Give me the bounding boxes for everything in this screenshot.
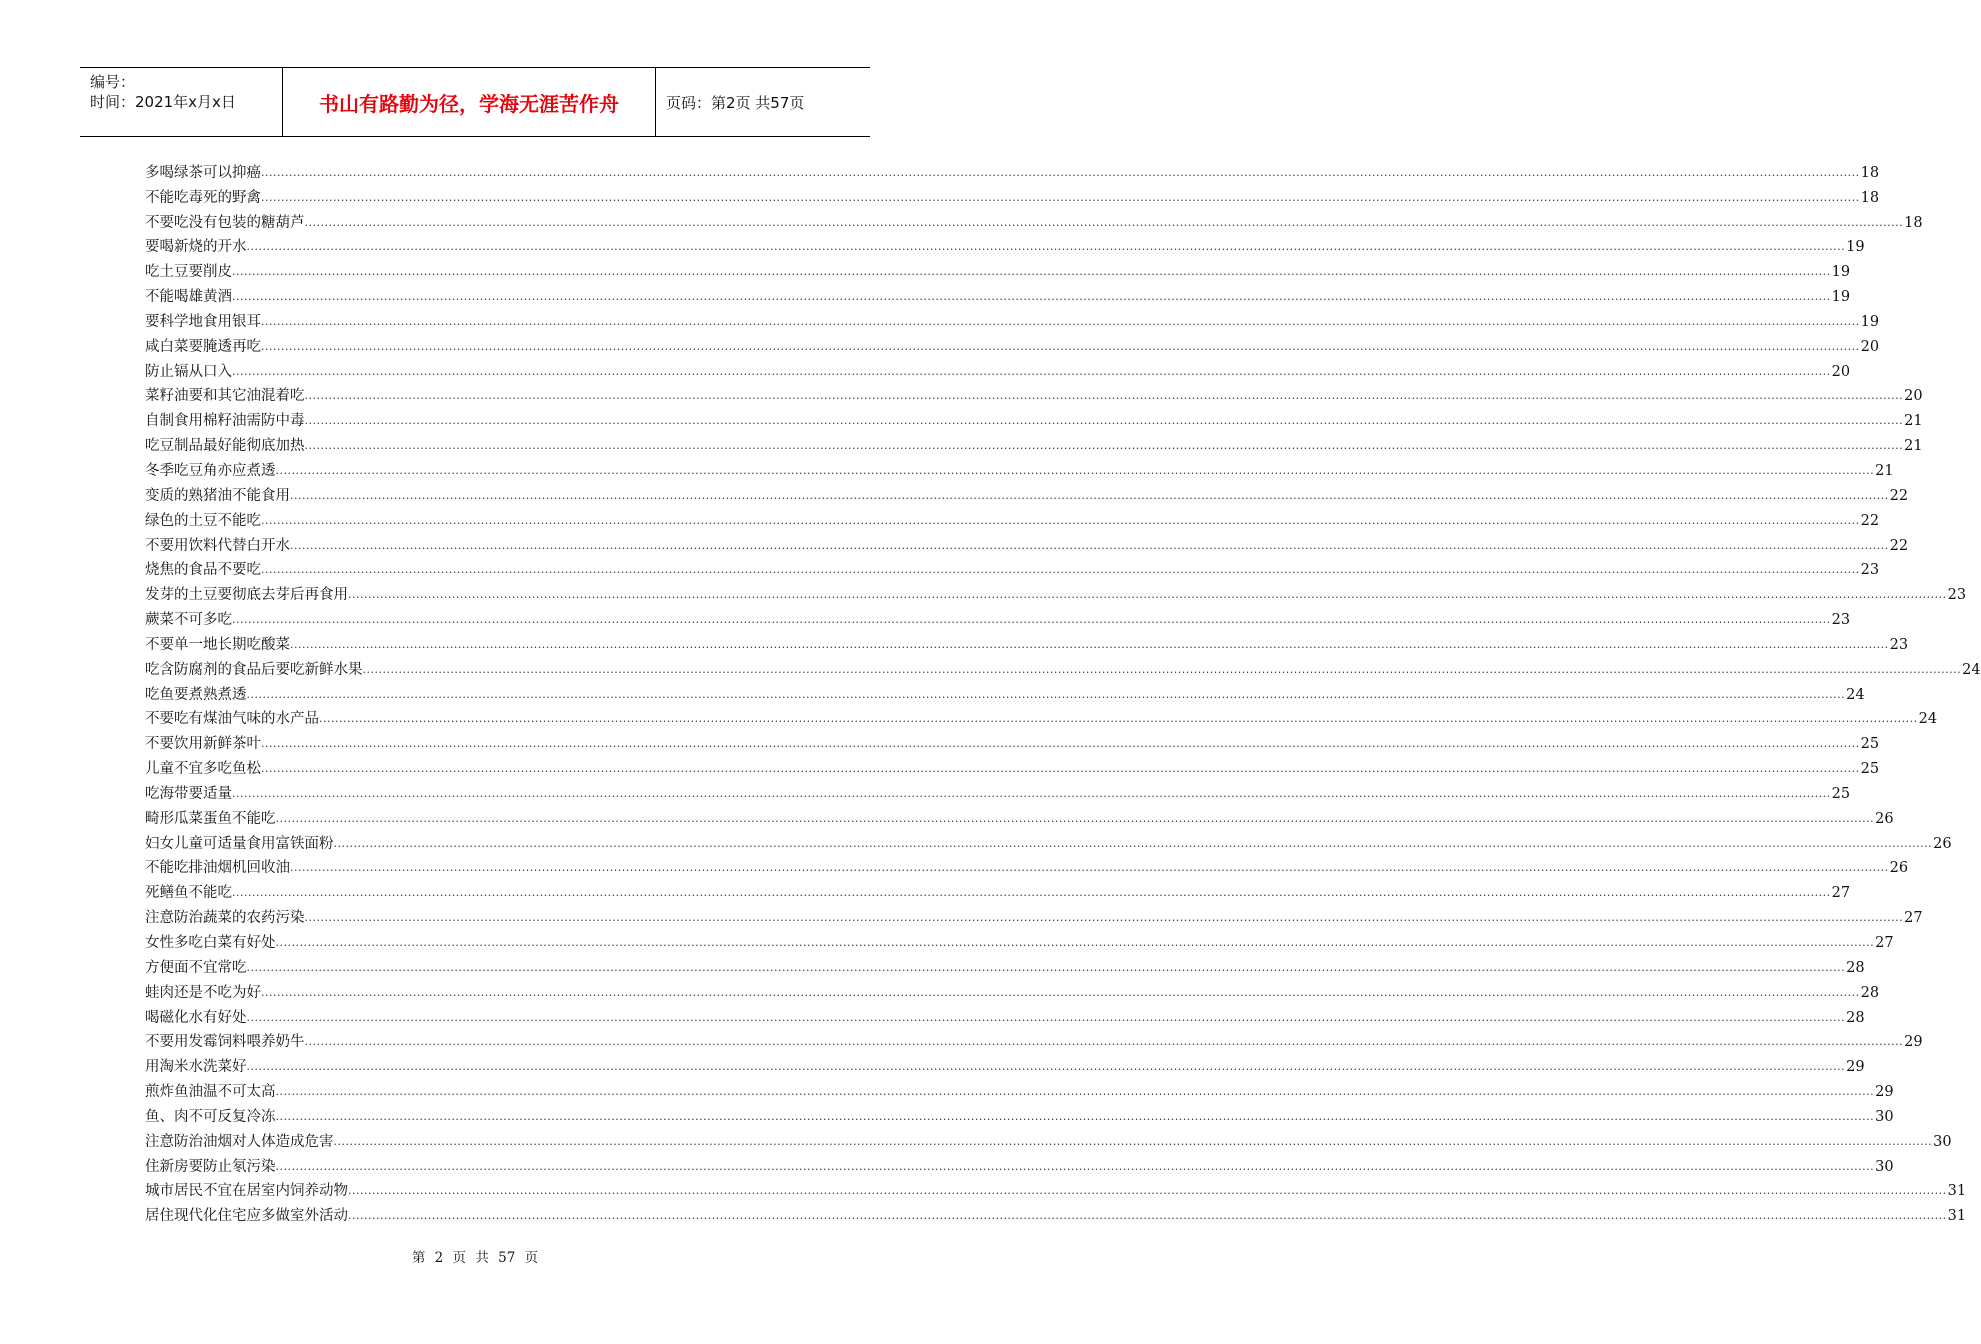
toc-entry-page: 24	[1846, 686, 1865, 703]
toc-entry[interactable]	[145, 754, 1880, 779]
toc-entry[interactable]	[145, 556, 1880, 581]
toc-entry-page: 30	[1933, 1133, 1952, 1150]
toc-dot-leader: ................................................................................................................................................................................................................................................................................................................................................................................................................	[232, 290, 1831, 304]
toc-entry-title: 不要用发霉饲料喂养奶牛	[145, 1034, 305, 1051]
toc-dot-leader: ................................................................................................................................................................................................................................................................................................................................................................................................................	[232, 364, 1831, 378]
toc-entry[interactable]	[145, 829, 1952, 854]
toc-entry-page: 29	[1875, 1084, 1894, 1101]
toc-dot-leader: ................................................................................................................................................................................................................................................................................................................................................................................................................	[319, 712, 1918, 726]
toc-dot-leader: ................................................................................................................................................................................................................................................................................................................................................................................................................	[290, 637, 1889, 651]
toc-entry-title: 防止镉从口入	[145, 363, 232, 380]
document-number: 编号：	[90, 73, 136, 91]
toc-entry-title: 吃含防腐剂的食品后要吃新鲜水果	[145, 661, 363, 678]
toc-dot-leader: ................................................................................................................................................................................................................................................................................................................................................................................................................	[261, 513, 1860, 527]
toc-entry-page: 25	[1860, 736, 1880, 753]
toc-entry[interactable]	[145, 531, 1909, 556]
toc-entry-title: 不能喝雄黄酒	[145, 289, 232, 306]
toc-entry-title: 要科学地食用银耳	[145, 313, 261, 330]
toc-entry-title: 自制食用棉籽油需防中毒	[145, 413, 305, 430]
toc-entry-page: 23	[1947, 587, 1967, 604]
toc-entry-page: 21	[1875, 462, 1894, 479]
toc-entry-title: 不要饮用新鲜茶叶	[145, 736, 261, 753]
toc-entry[interactable]	[145, 307, 1880, 332]
toc-entry-title: 冬季吃豆角亦应煮透	[145, 462, 276, 479]
toc-entry[interactable]	[145, 705, 1938, 730]
header-motto: 书山有路勤为径，学海无涯苦作舟	[282, 68, 656, 136]
toc-entry-page: 26	[1933, 835, 1952, 852]
toc-entry[interactable]	[145, 953, 1865, 978]
toc-dot-leader: ................................................................................................................................................................................................................................................................................................................................................................................................................	[246, 1060, 1846, 1074]
toc-entry[interactable]	[145, 1028, 1923, 1053]
toc-entry[interactable]	[145, 580, 1967, 605]
toc-entry-title: 变质的熟猪油不能食用	[145, 487, 290, 504]
toc-entry[interactable]	[145, 332, 1880, 357]
toc-entry-page: 20	[1904, 388, 1923, 405]
toc-entry-title: 城市居民不宜在居室内饲养动物	[145, 1183, 348, 1200]
toc-dot-leader: ................................................................................................................................................................................................................................................................................................................................................................................................................	[304, 911, 1904, 925]
toc-entry-title: 蛙肉还是不吃为好	[145, 984, 261, 1001]
toc-entry[interactable]	[145, 506, 1880, 531]
toc-dot-leader: ................................................................................................................................................................................................................................................................................................................................................................................................................	[232, 613, 1831, 627]
toc-dot-leader: ................................................................................................................................................................................................................................................................................................................................................................................................................	[290, 861, 1889, 875]
toc-entry-title: 畸形瓜菜蛋鱼不能吃	[145, 810, 276, 827]
toc-entry-title: 蕨菜不可多吃	[145, 612, 232, 629]
toc-entry-title: 吃豆制品最好能彻底加热	[145, 438, 305, 455]
toc-entry[interactable]	[145, 158, 1880, 183]
toc-dot-leader: ................................................................................................................................................................................................................................................................................................................................................................................................................	[348, 1209, 1947, 1223]
toc-entry-title: 吃鱼要煮熟煮透	[145, 686, 247, 703]
toc-entry[interactable]	[145, 878, 1851, 903]
toc-entry[interactable]	[145, 928, 1894, 953]
toc-entry-page: 18	[1860, 189, 1880, 206]
toc-dot-leader: ................................................................................................................................................................................................................................................................................................................................................................................................................	[290, 488, 1889, 502]
toc-entry-title: 煎炸鱼油温不可太高	[145, 1084, 276, 1101]
toc-entry-title: 不要单一地长期吃酸菜	[145, 636, 290, 653]
toc-entry-title: 吃海带要适量	[145, 785, 232, 802]
toc-entry-title: 死鳝鱼不能吃	[145, 885, 232, 902]
toc-entry[interactable]	[145, 357, 1851, 382]
page-header	[80, 67, 870, 137]
document-date: 时间：2021年x月x日	[90, 93, 236, 111]
toc-entry-title: 注意防治蔬菜的农药污染	[145, 910, 305, 927]
toc-entry-page: 30	[1875, 1158, 1894, 1175]
toc-entry[interactable]	[145, 605, 1851, 630]
toc-entry[interactable]	[145, 257, 1851, 282]
toc-entry-title: 用淘米水洗菜好	[145, 1059, 247, 1076]
toc-entry-page: 20	[1831, 363, 1851, 380]
toc-entry[interactable]	[145, 431, 1923, 456]
toc-entry-title: 要喝新烧的开水	[145, 239, 247, 256]
toc-entry-title: 方便面不宜常吃	[145, 959, 247, 976]
toc-entry-page: 22	[1860, 512, 1880, 529]
toc-dot-leader: ................................................................................................................................................................................................................................................................................................................................................................................................................	[261, 563, 1860, 577]
toc-entry-title: 不能吃毒死的野禽	[145, 189, 261, 206]
toc-entry-page: 27	[1875, 935, 1894, 951]
toc-dot-leader: ................................................................................................................................................................................................................................................................................................................................................................................................................	[246, 240, 1846, 254]
toc-dot-leader: ................................................................................................................................................................................................................................................................................................................................................................................................................	[261, 762, 1860, 776]
toc-dot-leader: ................................................................................................................................................................................................................................................................................................................................................................................................................	[304, 215, 1904, 229]
toc-entry[interactable]	[145, 282, 1851, 307]
toc-entry-page: 22	[1889, 537, 1909, 554]
toc-entry[interactable]	[145, 1102, 1894, 1127]
toc-dot-leader: ................................................................................................................................................................................................................................................................................................................................................................................................................	[362, 662, 1962, 676]
toc-entry-page: 26	[1889, 860, 1909, 877]
toc-dot-leader: ................................................................................................................................................................................................................................................................................................................................................................................................................	[232, 886, 1831, 900]
toc-entry-page: 28	[1846, 959, 1865, 976]
header-page-info: 页码：第2页 共57页	[666, 93, 805, 112]
toc-dot-leader: ................................................................................................................................................................................................................................................................................................................................................................................................................	[290, 538, 1889, 552]
toc-entry[interactable]	[145, 804, 1894, 829]
table-of-contents	[145, 158, 1981, 1226]
toc-entry[interactable]	[145, 406, 1923, 431]
toc-dot-leader: ................................................................................................................................................................................................................................................................................................................................................................................................................	[333, 836, 1933, 850]
toc-entry-page: 23	[1860, 562, 1880, 579]
toc-entry[interactable]	[145, 1201, 1967, 1226]
toc-entry[interactable]	[145, 630, 1909, 655]
toc-dot-leader: ................................................................................................................................................................................................................................................................................................................................................................................................................	[275, 1085, 1875, 1099]
toc-entry-title: 住新房要防止氡污染	[145, 1158, 276, 1175]
toc-dot-leader: ................................................................................................................................................................................................................................................................................................................................................................................................................	[246, 687, 1846, 701]
toc-dot-leader: ................................................................................................................................................................................................................................................................................................................................................................................................................	[304, 1035, 1904, 1049]
toc-entry-page: 24	[1962, 661, 1981, 678]
toc-entry-page: 19	[1831, 289, 1851, 306]
toc-dot-leader: ................................................................................................................................................................................................................................................................................................................................................................................................................	[261, 339, 1860, 353]
toc-dot-leader: ................................................................................................................................................................................................................................................................................................................................................................................................................	[275, 936, 1875, 949]
toc-entry-page: 27	[1831, 885, 1851, 902]
toc-entry-title: 菜籽油要和其它油混着吃	[145, 388, 305, 405]
toc-entry-page: 26	[1875, 810, 1894, 827]
toc-entry-page: 19	[1860, 313, 1880, 330]
toc-entry[interactable]	[145, 1003, 1865, 1028]
toc-entry[interactable]	[145, 1152, 1894, 1177]
toc-dot-leader: ................................................................................................................................................................................................................................................................................................................................................................................................................	[304, 414, 1904, 428]
toc-entry-page: 31	[1947, 1183, 1967, 1200]
toc-entry[interactable]	[145, 481, 1909, 506]
toc-entry-page: 24	[1918, 711, 1938, 728]
toc-dot-leader: ................................................................................................................................................................................................................................................................................................................................................................................................................	[304, 389, 1904, 403]
toc-entry-page: 25	[1831, 785, 1851, 802]
toc-entry[interactable]	[145, 1177, 1967, 1202]
toc-dot-leader: ................................................................................................................................................................................................................................................................................................................................................................................................................	[232, 786, 1831, 800]
header-meta	[80, 68, 282, 136]
toc-entry-page: 19	[1846, 239, 1865, 256]
toc-entry[interactable]	[145, 854, 1909, 879]
toc-entry-title: 鱼、肉不可反复冷冻	[145, 1108, 276, 1125]
toc-entry-page: 30	[1875, 1108, 1894, 1125]
toc-entry-page: 18	[1860, 164, 1880, 181]
toc-dot-leader: ................................................................................................................................................................................................................................................................................................................................................................................................................	[232, 265, 1831, 279]
toc-dot-leader: ................................................................................................................................................................................................................................................................................................................................................................................................................	[304, 439, 1904, 453]
toc-entry-page: 22	[1889, 487, 1909, 504]
toc-dot-leader: ................................................................................................................................................................................................................................................................................................................................................................................................................	[261, 314, 1860, 328]
toc-entry[interactable]	[145, 1127, 1952, 1152]
toc-entry-title: 不能吃排油烟机回收油	[145, 860, 290, 877]
toc-entry[interactable]	[145, 779, 1851, 804]
toc-dot-leader: ................................................................................................................................................................................................................................................................................................................................................................................................................	[246, 1010, 1846, 1024]
toc-dot-leader: ................................................................................................................................................................................................................................................................................................................................................................................................................	[333, 1134, 1933, 1148]
toc-entry-page: 23	[1831, 612, 1851, 629]
toc-entry-title: 居住现代化住宅应多做室外活动	[145, 1208, 348, 1225]
toc-entry[interactable]	[145, 1077, 1894, 1102]
toc-dot-leader: ................................................................................................................................................................................................................................................................................................................................................................................................................	[348, 1184, 1947, 1198]
toc-entry-page: 25	[1860, 761, 1880, 778]
toc-dot-leader: ................................................................................................................................................................................................................................................................................................................................................................................................................	[261, 737, 1860, 751]
toc-entry-page: 28	[1846, 1009, 1865, 1026]
toc-entry[interactable]	[145, 903, 1923, 928]
toc-entry-title: 儿童不宜多吃鱼松	[145, 761, 261, 778]
toc-entry[interactable]	[145, 655, 1981, 680]
toc-entry-page: 28	[1860, 984, 1880, 1001]
toc-entry-page: 31	[1947, 1208, 1967, 1225]
toc-entry-title: 发芽的土豆要彻底去芽后再食用	[145, 587, 348, 604]
toc-dot-leader: ................................................................................................................................................................................................................................................................................................................................................................................................................	[246, 960, 1846, 974]
toc-entry-title: 烧焦的食品不要吃	[145, 562, 261, 579]
toc-entry-page: 20	[1860, 338, 1880, 355]
toc-entry-title: 注意防治油烟对人体造成危害	[145, 1133, 334, 1150]
toc-entry-title: 不要吃没有包装的糖葫芦	[145, 214, 305, 231]
toc-entry[interactable]	[145, 1052, 1865, 1077]
toc-dot-leader: ................................................................................................................................................................................................................................................................................................................................................................................................................	[261, 985, 1860, 999]
toc-entry[interactable]	[145, 183, 1880, 208]
toc-entry-title: 绿色的土豆不能吃	[145, 512, 261, 529]
toc-dot-leader: ................................................................................................................................................................................................................................................................................................................................................................................................................	[275, 1109, 1875, 1123]
toc-entry[interactable]	[145, 456, 1894, 481]
toc-entry-title: 不要用饮料代替白开水	[145, 537, 290, 554]
toc-entry-title: 多喝绿茶可以抑癌	[145, 164, 261, 181]
toc-dot-leader: ................................................................................................................................................................................................................................................................................................................................................................................................................	[261, 165, 1860, 179]
page-footer: 第 2 页 共 57 页	[411, 1250, 539, 1266]
toc-entry-title: 咸白菜要腌透再吃	[145, 338, 261, 355]
toc-entry[interactable]	[145, 978, 1880, 1003]
toc-entry-page: 27	[1904, 910, 1923, 927]
toc-dot-leader: ................................................................................................................................................................................................................................................................................................................................................................................................................	[348, 588, 1947, 602]
toc-entry-page: 23	[1889, 636, 1909, 653]
toc-entry[interactable]	[145, 208, 1923, 233]
toc-entry-title: 不要吃有煤油气味的水产品	[145, 711, 319, 728]
toc-entry[interactable]	[145, 729, 1880, 754]
toc-entry-page: 21	[1904, 438, 1923, 455]
toc-entry-page: 29	[1904, 1034, 1923, 1051]
toc-entry[interactable]	[145, 680, 1865, 705]
toc-entry-page: 29	[1846, 1059, 1865, 1076]
toc-entry-title: 喝磁化水有好处	[145, 1009, 247, 1026]
toc-entry-title: 吃土豆要削皮	[145, 264, 232, 281]
toc-entry[interactable]	[145, 233, 1865, 258]
toc-entry-page: 18	[1904, 214, 1923, 231]
toc-dot-leader: ................................................................................................................................................................................................................................................................................................................................................................................................................	[275, 1159, 1875, 1173]
toc-entry-page: 19	[1831, 264, 1851, 281]
toc-dot-leader: ................................................................................................................................................................................................................................................................................................................................................................................................................	[261, 190, 1860, 204]
toc-entry-page: 21	[1904, 413, 1923, 430]
toc-entry[interactable]	[145, 382, 1923, 407]
toc-dot-leader: ................................................................................................................................................................................................................................................................................................................................................................................................................	[275, 463, 1875, 477]
toc-dot-leader: ................................................................................................................................................................................................................................................................................................................................................................................................................	[275, 811, 1875, 825]
toc-entry-title: 妇女儿童可适量食用富铁面粉	[145, 835, 334, 852]
toc-entry-title: 女性多吃白菜有好处	[145, 935, 276, 951]
